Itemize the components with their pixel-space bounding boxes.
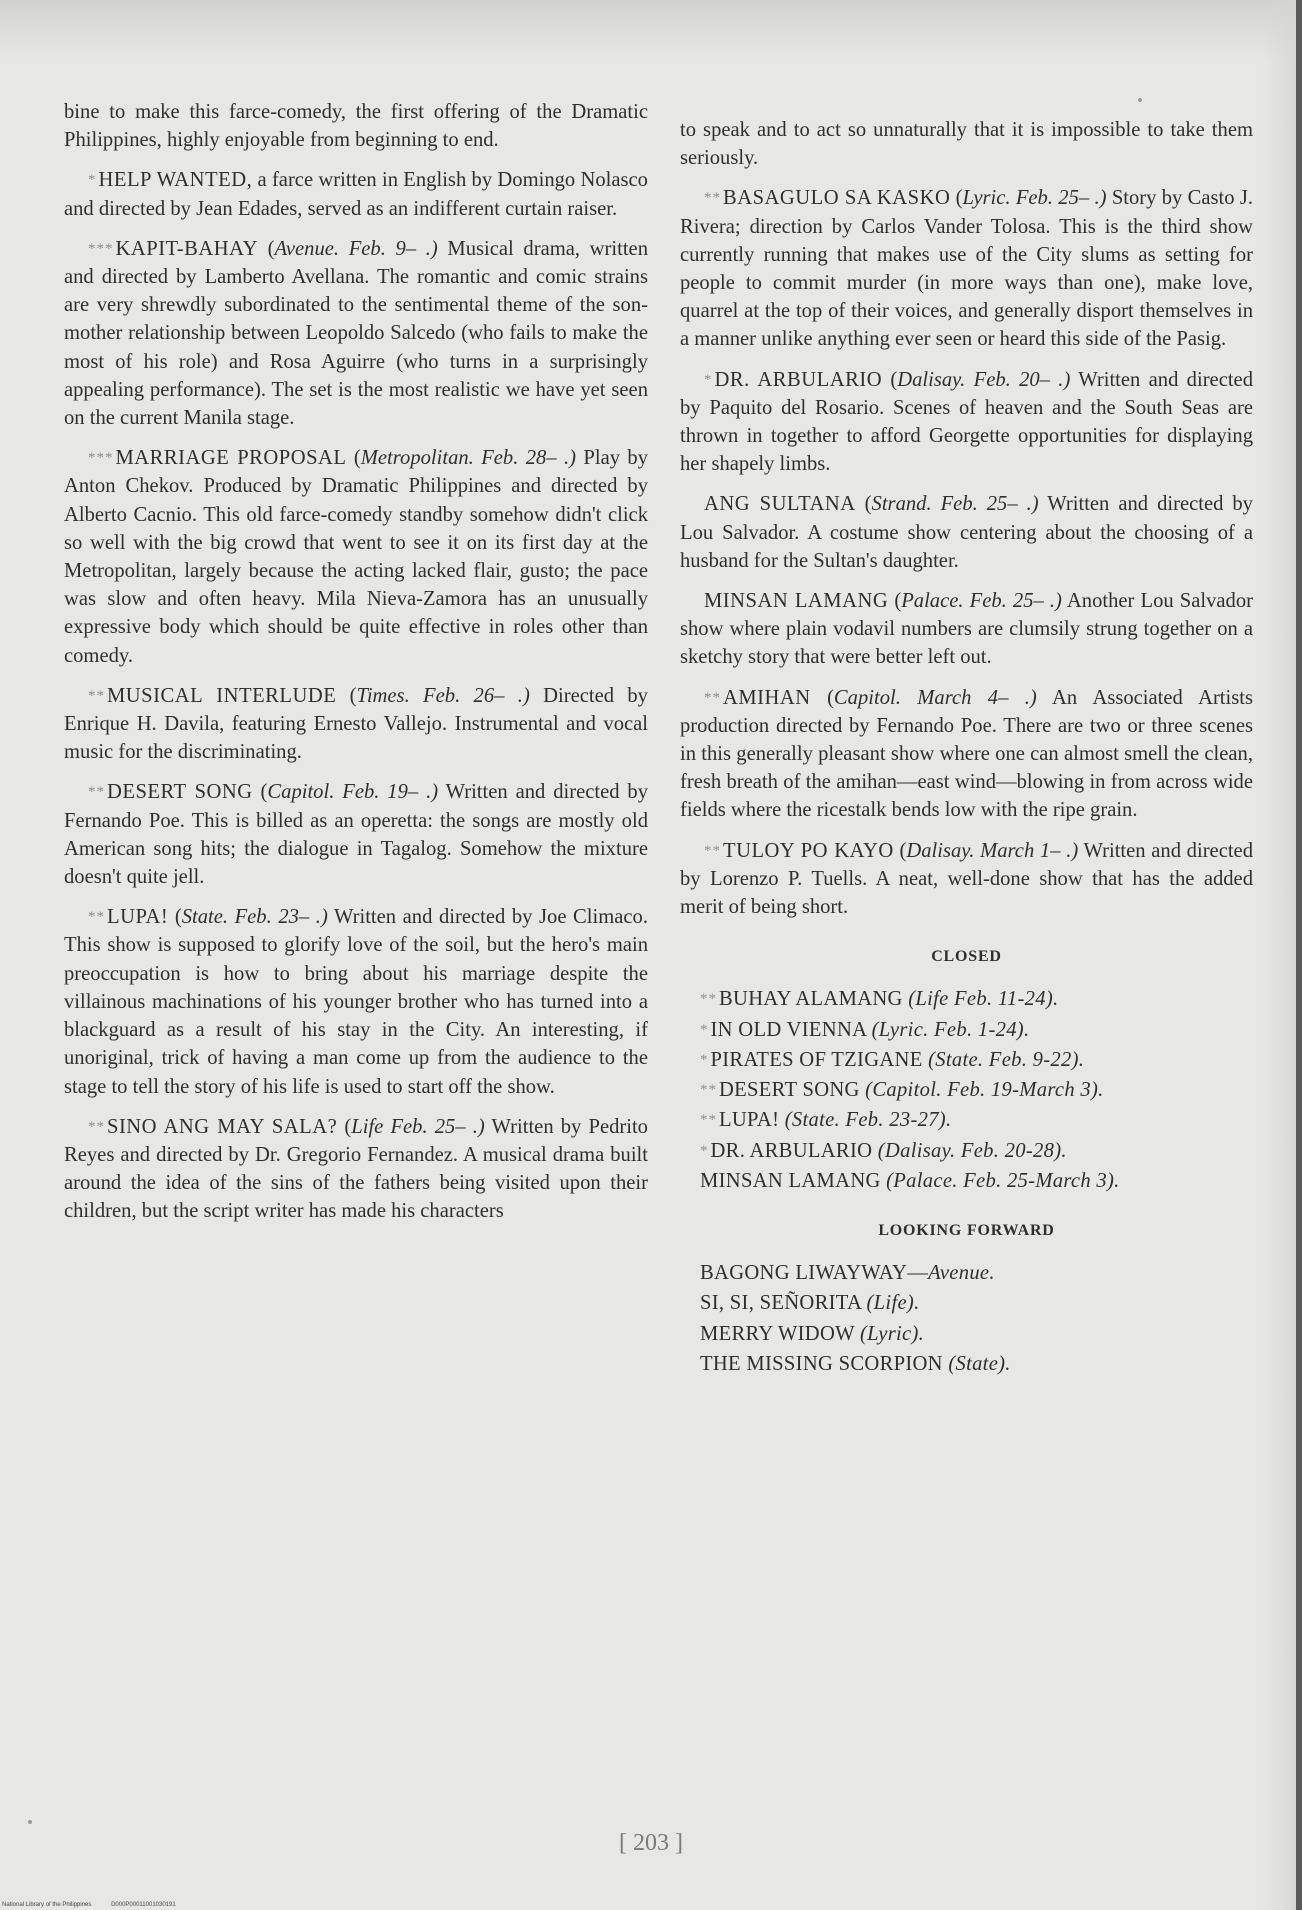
- show-title: LUPA!: [719, 1109, 780, 1132]
- show-title: THE MISSING SCORPION: [700, 1352, 943, 1375]
- show-title: AMIHAN: [723, 686, 811, 709]
- review-entry: [680, 490, 1253, 575]
- rating-stars: **: [88, 909, 105, 926]
- venue-date: State. Feb. 23– .): [181, 906, 328, 929]
- closed-item: [700, 985, 1253, 1013]
- venue-name: Avenue.: [928, 1262, 995, 1285]
- review-body: Musical drama, written and directed by Lamberto Avellana. The romantic and comic strains are very shrewdly subordinated to the sentimental theme of the son-mother relationship between Leopoldo Salcedo (who fails to make the most of his role) and Rosa Aguirre (who turns in a surprisingly appealing performance). The set is the most realistic we have yet seen on the current Manila stage.: [64, 237, 648, 430]
- rating-stars: **: [700, 1082, 717, 1099]
- upcoming-item: [700, 1350, 1253, 1378]
- looking-forward-list: [680, 1259, 1253, 1378]
- venue-paren: (: [344, 1115, 352, 1138]
- venue-date: (Capitol. Feb. 19-March 3).: [865, 1079, 1104, 1102]
- show-title: SI, SI, SEÑORITA: [700, 1292, 862, 1315]
- venue-date: Life Feb. 25– .): [351, 1115, 485, 1138]
- show-title: BASAGULO SA KASKO: [723, 187, 951, 210]
- continuation-paragraph: to speak and to act so unnaturally that it is impossible to take them seriously.: [680, 119, 1253, 170]
- library-credit: National Library of the Philippines: [2, 1902, 92, 1908]
- venue-date: (Life Feb. 11-24).: [908, 988, 1059, 1011]
- show-title: MARRIAGE PROPOSAL: [115, 447, 347, 470]
- review-entry: [680, 366, 1253, 479]
- venue-date: Lyric. Feb. 25– .): [962, 187, 1107, 210]
- closed-item: [700, 1106, 1253, 1134]
- scan-shadow-top: [0, 0, 1302, 60]
- venue-date: (Palace. Feb. 25-March 3).: [886, 1169, 1120, 1192]
- show-title: DR. ARBULARIO: [714, 368, 883, 391]
- venue-date: Capitol. Feb. 19– .): [267, 781, 439, 804]
- show-title: ANG SULTANA: [704, 493, 856, 516]
- rating-stars: ***: [88, 240, 114, 257]
- left-review-list: [64, 166, 648, 1225]
- venue-date: Palace. Feb. 25– .): [901, 590, 1062, 613]
- venue-name: (Lyric).: [859, 1322, 925, 1345]
- rating-stars: **: [88, 1118, 105, 1135]
- page-edge: [1296, 0, 1302, 1910]
- venue-date: (Dalisay. Feb. 20-28).: [877, 1139, 1067, 1162]
- venue-date: Times. Feb. 26– .): [356, 684, 530, 707]
- review-body: Written and directed by Lou Salvador. A costume show centering about the choosing of a husband for the Sultan's daughter.: [680, 493, 1253, 572]
- rating-stars: *: [700, 1142, 709, 1159]
- venue-paren: (: [349, 684, 357, 707]
- rating-stars: **: [700, 991, 717, 1008]
- review-entry: [64, 444, 648, 670]
- review-body: Directed by Enrique H. Davila, featuring Ernesto Vallejo. Instrumental and vocal music for the discriminating.: [64, 684, 648, 764]
- review-entry: [680, 184, 1253, 353]
- rating-stars: *: [700, 1021, 709, 1038]
- closed-item: [700, 1167, 1253, 1195]
- review-entry: [680, 587, 1253, 672]
- venue-paren: (: [827, 686, 834, 709]
- show-title: DESERT SONG: [107, 781, 253, 804]
- venue-name: (State).: [948, 1352, 1011, 1375]
- venue-date: Avenue. Feb. 9– .): [274, 237, 438, 260]
- venue-paren: (: [899, 839, 907, 862]
- venue-paren: (: [955, 187, 963, 210]
- venue-date: (Lyric. Feb. 1-24).: [871, 1018, 1030, 1041]
- review-entry: [64, 778, 648, 891]
- rating-stars: **: [704, 689, 721, 706]
- venue-paren: (: [174, 906, 182, 929]
- footer-credit: [2, 1902, 194, 1908]
- show-title: MINSAN LAMANG: [700, 1169, 881, 1192]
- rating-stars: *: [88, 172, 97, 189]
- review-body: Written and directed by Fernando Poe. This is billed as an operetta: the songs are mostly old American song hits; the dialogue in Tagalog. Somehow the mixture doesn't quite jell.: [64, 781, 648, 889]
- show-title: DR. ARBULARIO: [710, 1139, 873, 1162]
- venue-paren: (: [894, 590, 902, 613]
- closed-item: [700, 1046, 1253, 1074]
- venue-paren: (: [864, 493, 872, 516]
- venue-name: (Life).: [866, 1292, 920, 1315]
- venue-date: (State. Feb. 9-22).: [928, 1048, 1085, 1071]
- scan-code: D000P00011001030191: [111, 1902, 176, 1908]
- scan-speck: [1138, 98, 1142, 102]
- show-title: MUSICAL INTERLUDE: [107, 684, 337, 707]
- scan-speck: [28, 1820, 32, 1824]
- left-column: [64, 98, 648, 1238]
- upcoming-item: [700, 1259, 1253, 1287]
- review-entry: [64, 903, 648, 1100]
- rating-stars: **: [704, 842, 721, 859]
- right-review-list: [680, 184, 1253, 921]
- closed-item: [700, 1076, 1253, 1104]
- closed-item: [700, 1137, 1253, 1165]
- review-entry: [64, 1113, 648, 1226]
- show-title: LUPA!: [107, 906, 169, 929]
- show-title: DESERT SONG: [719, 1079, 860, 1102]
- venue-paren: (: [267, 237, 275, 260]
- review-entry: [680, 684, 1253, 825]
- venue-date: Dalisay. March 1– .): [906, 839, 1079, 862]
- review-body: Another Lou Salvador show where plain vodavil numbers are clumsily strung together on a sketchy story that were better left out.: [680, 590, 1253, 669]
- closed-list: [680, 985, 1253, 1194]
- show-title: BUHAY ALAMANG: [719, 988, 903, 1011]
- review-entry: [64, 235, 648, 432]
- closed-heading: CLOSED: [931, 948, 1002, 966]
- venue-paren: (: [260, 781, 268, 804]
- review-entry: [64, 682, 648, 767]
- rating-stars: **: [88, 784, 105, 801]
- venue-paren: (: [890, 368, 898, 391]
- show-title: HELP WANTED,: [98, 169, 253, 192]
- review-body: Story by Casto J. Rivera; direction by Carlos Vander Tolosa. This is the third show currently running that makes use of the City slums as setting for people to commit murder (in more ways than one), make love, quarrel at the top of their voices, and generally disport themselves in a manner unlike anything ever seen or heard this side of the Pasig.: [680, 187, 1253, 351]
- looking-forward-heading: LOOKING FORWARD: [878, 1221, 1055, 1239]
- venue-date: Metropolitan. Feb. 28– .): [360, 447, 577, 470]
- right-column: [680, 116, 1253, 1380]
- review-body: An Associated Artists production directed by Fernando Poe. There are two or three scenes in this generally pleasant show where one can almost smell the clean, fresh breath of the amihan—east wind—blowing in from across wide fields where the ricestalk bends low with the ripe grain.: [680, 686, 1254, 822]
- show-title: TULOY PO KAYO: [723, 839, 894, 862]
- venue-date: Dalisay. Feb. 20– .): [897, 368, 1071, 391]
- review-body: Play by Anton Chekov. Produced by Dramatic Philippines and directed by Alberto Cacnio. This old farce-comedy standby somehow didn't click so well with the big crowd that went to see it on its first day at the Metropolitan, largely because the acting lacked flair, gusto; the pace was slow and often heavy. Mila Nieva-Zamora has an unusually expressive body which should be quite effective in roles other than comedy.: [64, 447, 649, 667]
- review-body: Written by Pedrito Reyes and directed by Dr. Gregorio Fernandez. A musical drama built around the idea of the sins of the fathers being visited upon their children, but the script writer has made his characters: [64, 1115, 648, 1223]
- venue-date: Capitol. March 4– .): [833, 686, 1037, 709]
- venue-date: (State. Feb. 23-27).: [784, 1109, 952, 1132]
- show-title: BAGONG LIWAYWAY—: [700, 1262, 929, 1285]
- review-body: Written and directed by Joe Climaco. This show is supposed to glorify love of the soil, but the hero's main preoccupation is how to bring about his marriage despite the villainous machinations of his younger brother who has turned into a blackguard as a result of his stay in the City. An interesting, if unoriginal, trick of having a man come up from the audience to the stage to tell the story of his life is used to start off the show.: [64, 906, 648, 1098]
- upcoming-item: [700, 1289, 1253, 1317]
- show-title: MINSAN LAMANG: [704, 590, 889, 613]
- rating-stars: *: [700, 1051, 709, 1068]
- review-entry: [680, 837, 1253, 922]
- venue-paren: (: [353, 447, 361, 470]
- review-body: a farce written in English by Domingo Nolasco and directed by Jean Edades, served as an indifferent curtain raiser.: [64, 169, 648, 220]
- rating-stars: ***: [88, 450, 114, 467]
- show-title: IN OLD VIENNA: [710, 1018, 867, 1041]
- review-body: Written and directed by Lorenzo P. Tuells. A neat, well-done show that has the added merit of being short.: [680, 839, 1253, 919]
- rating-stars: *: [704, 371, 713, 388]
- show-title: MERRY WIDOW: [700, 1322, 855, 1345]
- rating-stars: **: [88, 687, 105, 704]
- show-title: KAPIT-BAHAY: [115, 237, 258, 260]
- review-entry: [64, 166, 648, 222]
- upcoming-item: [700, 1320, 1253, 1348]
- rating-stars: **: [704, 190, 721, 207]
- venue-date: Strand. Feb. 25– .): [871, 493, 1039, 516]
- page-number: [ 203 ]: [619, 1830, 683, 1856]
- show-title: SINO ANG MAY SALA?: [107, 1115, 338, 1138]
- review-body: Written and directed by Paquito del Rosario. Scenes of heaven and the South Seas are thrown in together to afford Georgette opportunities for displaying her shapely limbs.: [680, 368, 1253, 476]
- show-title: PIRATES OF TZIGANE: [710, 1048, 923, 1071]
- intro-paragraph: bine to make this farce-comedy, the first offering of the Dramatic Philippines, highly enjoyable from beginning to end.: [64, 101, 648, 152]
- closed-item: [700, 1016, 1253, 1044]
- rating-stars: **: [700, 1112, 717, 1129]
